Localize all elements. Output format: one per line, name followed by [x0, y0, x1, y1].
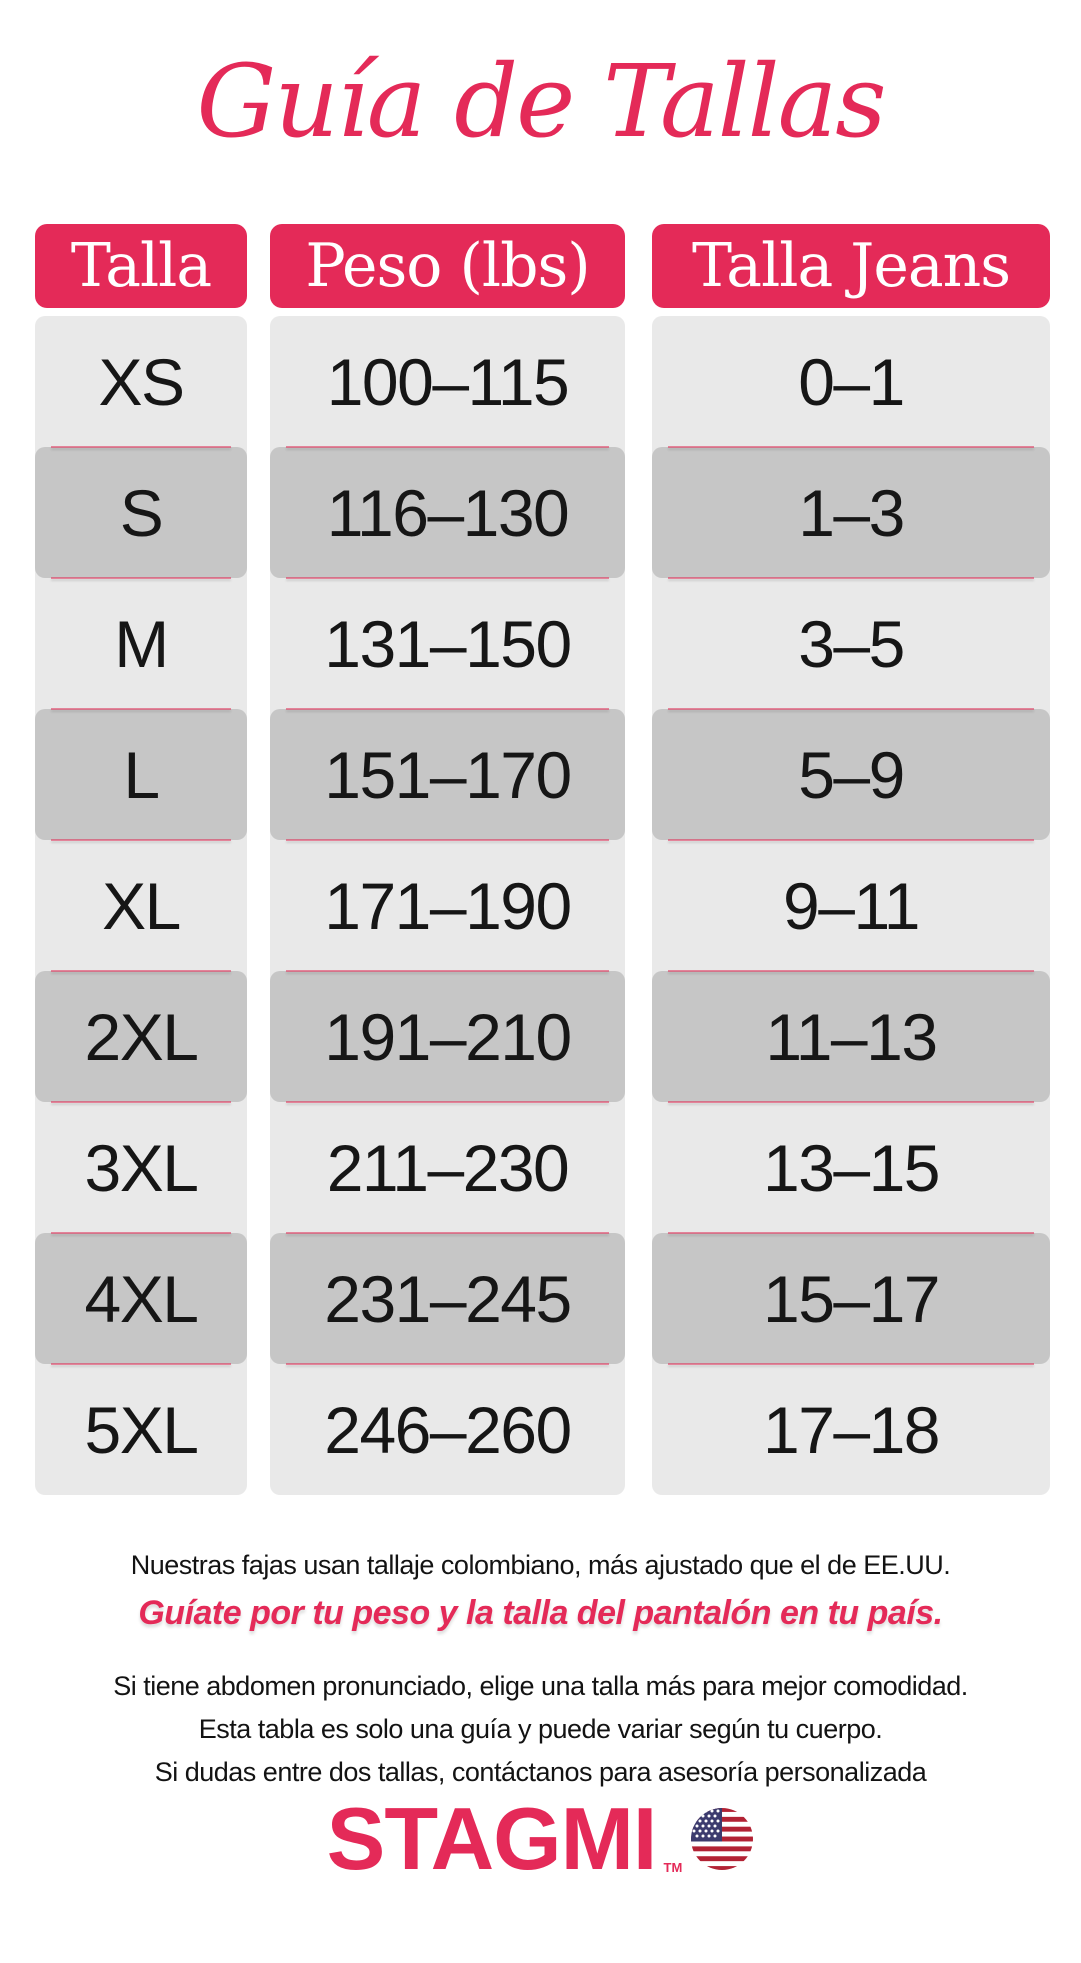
peso-cell: [270, 316, 625, 447]
size-cell: [35, 709, 247, 840]
us-flag-icon: [690, 1807, 754, 1871]
peso-value: 246–260: [324, 1392, 571, 1467]
jeans-cell: [652, 578, 1050, 709]
peso-cell: [270, 578, 625, 709]
footer-notes: [0, 1547, 1081, 1794]
column-peso: [270, 224, 625, 1495]
peso-value: 171–190: [324, 868, 571, 943]
size-value: L: [123, 737, 159, 812]
brand-logo: [326, 1789, 683, 1888]
size-table: [0, 224, 1081, 1495]
jeans-cell: [652, 1102, 1050, 1233]
peso-cell: [270, 840, 625, 971]
peso-value: 151–170: [324, 737, 571, 812]
trademark-label: TM: [663, 1860, 683, 1875]
size-cell: [35, 971, 247, 1102]
note-guide-highlight: Guíate por tu peso y la talla del pantalón en tu país.: [138, 1594, 943, 1632]
jeans-cell: [652, 1364, 1050, 1495]
jeans-cell: [652, 709, 1050, 840]
peso-value: 116–130: [326, 475, 569, 550]
page-title: Guía de Tallas: [196, 43, 885, 160]
column-header-peso: Peso (lbs): [270, 224, 625, 308]
column-header-jeans: Talla Jeans: [652, 224, 1050, 308]
size-cell: [35, 578, 247, 709]
jeans-cell: [652, 316, 1050, 447]
size-value: S: [119, 475, 163, 550]
jeans-value: 0–1: [798, 344, 904, 419]
size-value: XL: [102, 868, 180, 943]
brand-footer: [0, 1789, 1081, 1888]
size-cell: [35, 1102, 247, 1233]
jeans-value: 13–15: [762, 1130, 940, 1205]
jeans-value: 17–18: [762, 1392, 940, 1467]
peso-value: 191–210: [324, 999, 571, 1074]
peso-cell: [270, 447, 625, 578]
jeans-value: 3–5: [798, 606, 904, 681]
size-value: 5XL: [84, 1392, 198, 1467]
note-guide-only: Esta tabla es solo una guía y puede variar según tu cuerpo.: [198, 1714, 883, 1744]
peso-cell: [270, 709, 625, 840]
peso-value: 100–115: [326, 344, 569, 419]
jeans-value: 15–17: [762, 1261, 940, 1336]
size-value: M: [114, 606, 168, 681]
peso-value: 211–230: [326, 1130, 569, 1205]
size-cell: [35, 1233, 247, 1364]
jeans-cell: [652, 1233, 1050, 1364]
brand-name: STAGMI: [326, 1789, 657, 1888]
peso-value: 231–245: [324, 1261, 571, 1336]
peso-cell: [270, 1364, 625, 1495]
peso-cell: [270, 971, 625, 1102]
size-value: 2XL: [84, 999, 198, 1074]
jeans-cell: [652, 971, 1050, 1102]
jeans-value: 11–13: [765, 999, 937, 1074]
note-contact: Si dudas entre dos tallas, contáctanos para asesoría personalizada: [154, 1757, 927, 1787]
jeans-cell: [652, 447, 1050, 578]
size-cell: [35, 316, 247, 447]
note-colombian-sizing: Nuestras fajas usan tallaje colombiano, más ajustado que el de EE.UU.: [130, 1550, 951, 1580]
jeans-cell: [652, 840, 1050, 971]
note-abdomen: Si tiene abdomen pronunciado, elige una talla más para mejor comodidad.: [113, 1671, 968, 1701]
peso-cell: [270, 1233, 625, 1364]
size-value: 4XL: [84, 1261, 198, 1336]
jeans-rows: [652, 316, 1050, 1495]
size-cell: [35, 1364, 247, 1495]
column-talla: [35, 224, 247, 1495]
note-advice-block: [0, 1665, 1081, 1794]
size-guide-page: [0, 42, 1081, 1963]
peso-cell: [270, 1102, 625, 1233]
talla-rows: [35, 316, 247, 1495]
peso-value: 131–150: [324, 606, 571, 681]
size-cell: [35, 447, 247, 578]
column-jeans: [652, 224, 1050, 1495]
size-value: XS: [98, 344, 184, 419]
size-value: 3XL: [84, 1130, 198, 1205]
column-header-talla: Talla: [35, 224, 247, 308]
size-cell: [35, 840, 247, 971]
jeans-value: 5–9: [798, 737, 904, 812]
peso-rows: [270, 316, 625, 1495]
jeans-value: 9–11: [783, 868, 919, 943]
jeans-value: 1–3: [798, 475, 904, 550]
